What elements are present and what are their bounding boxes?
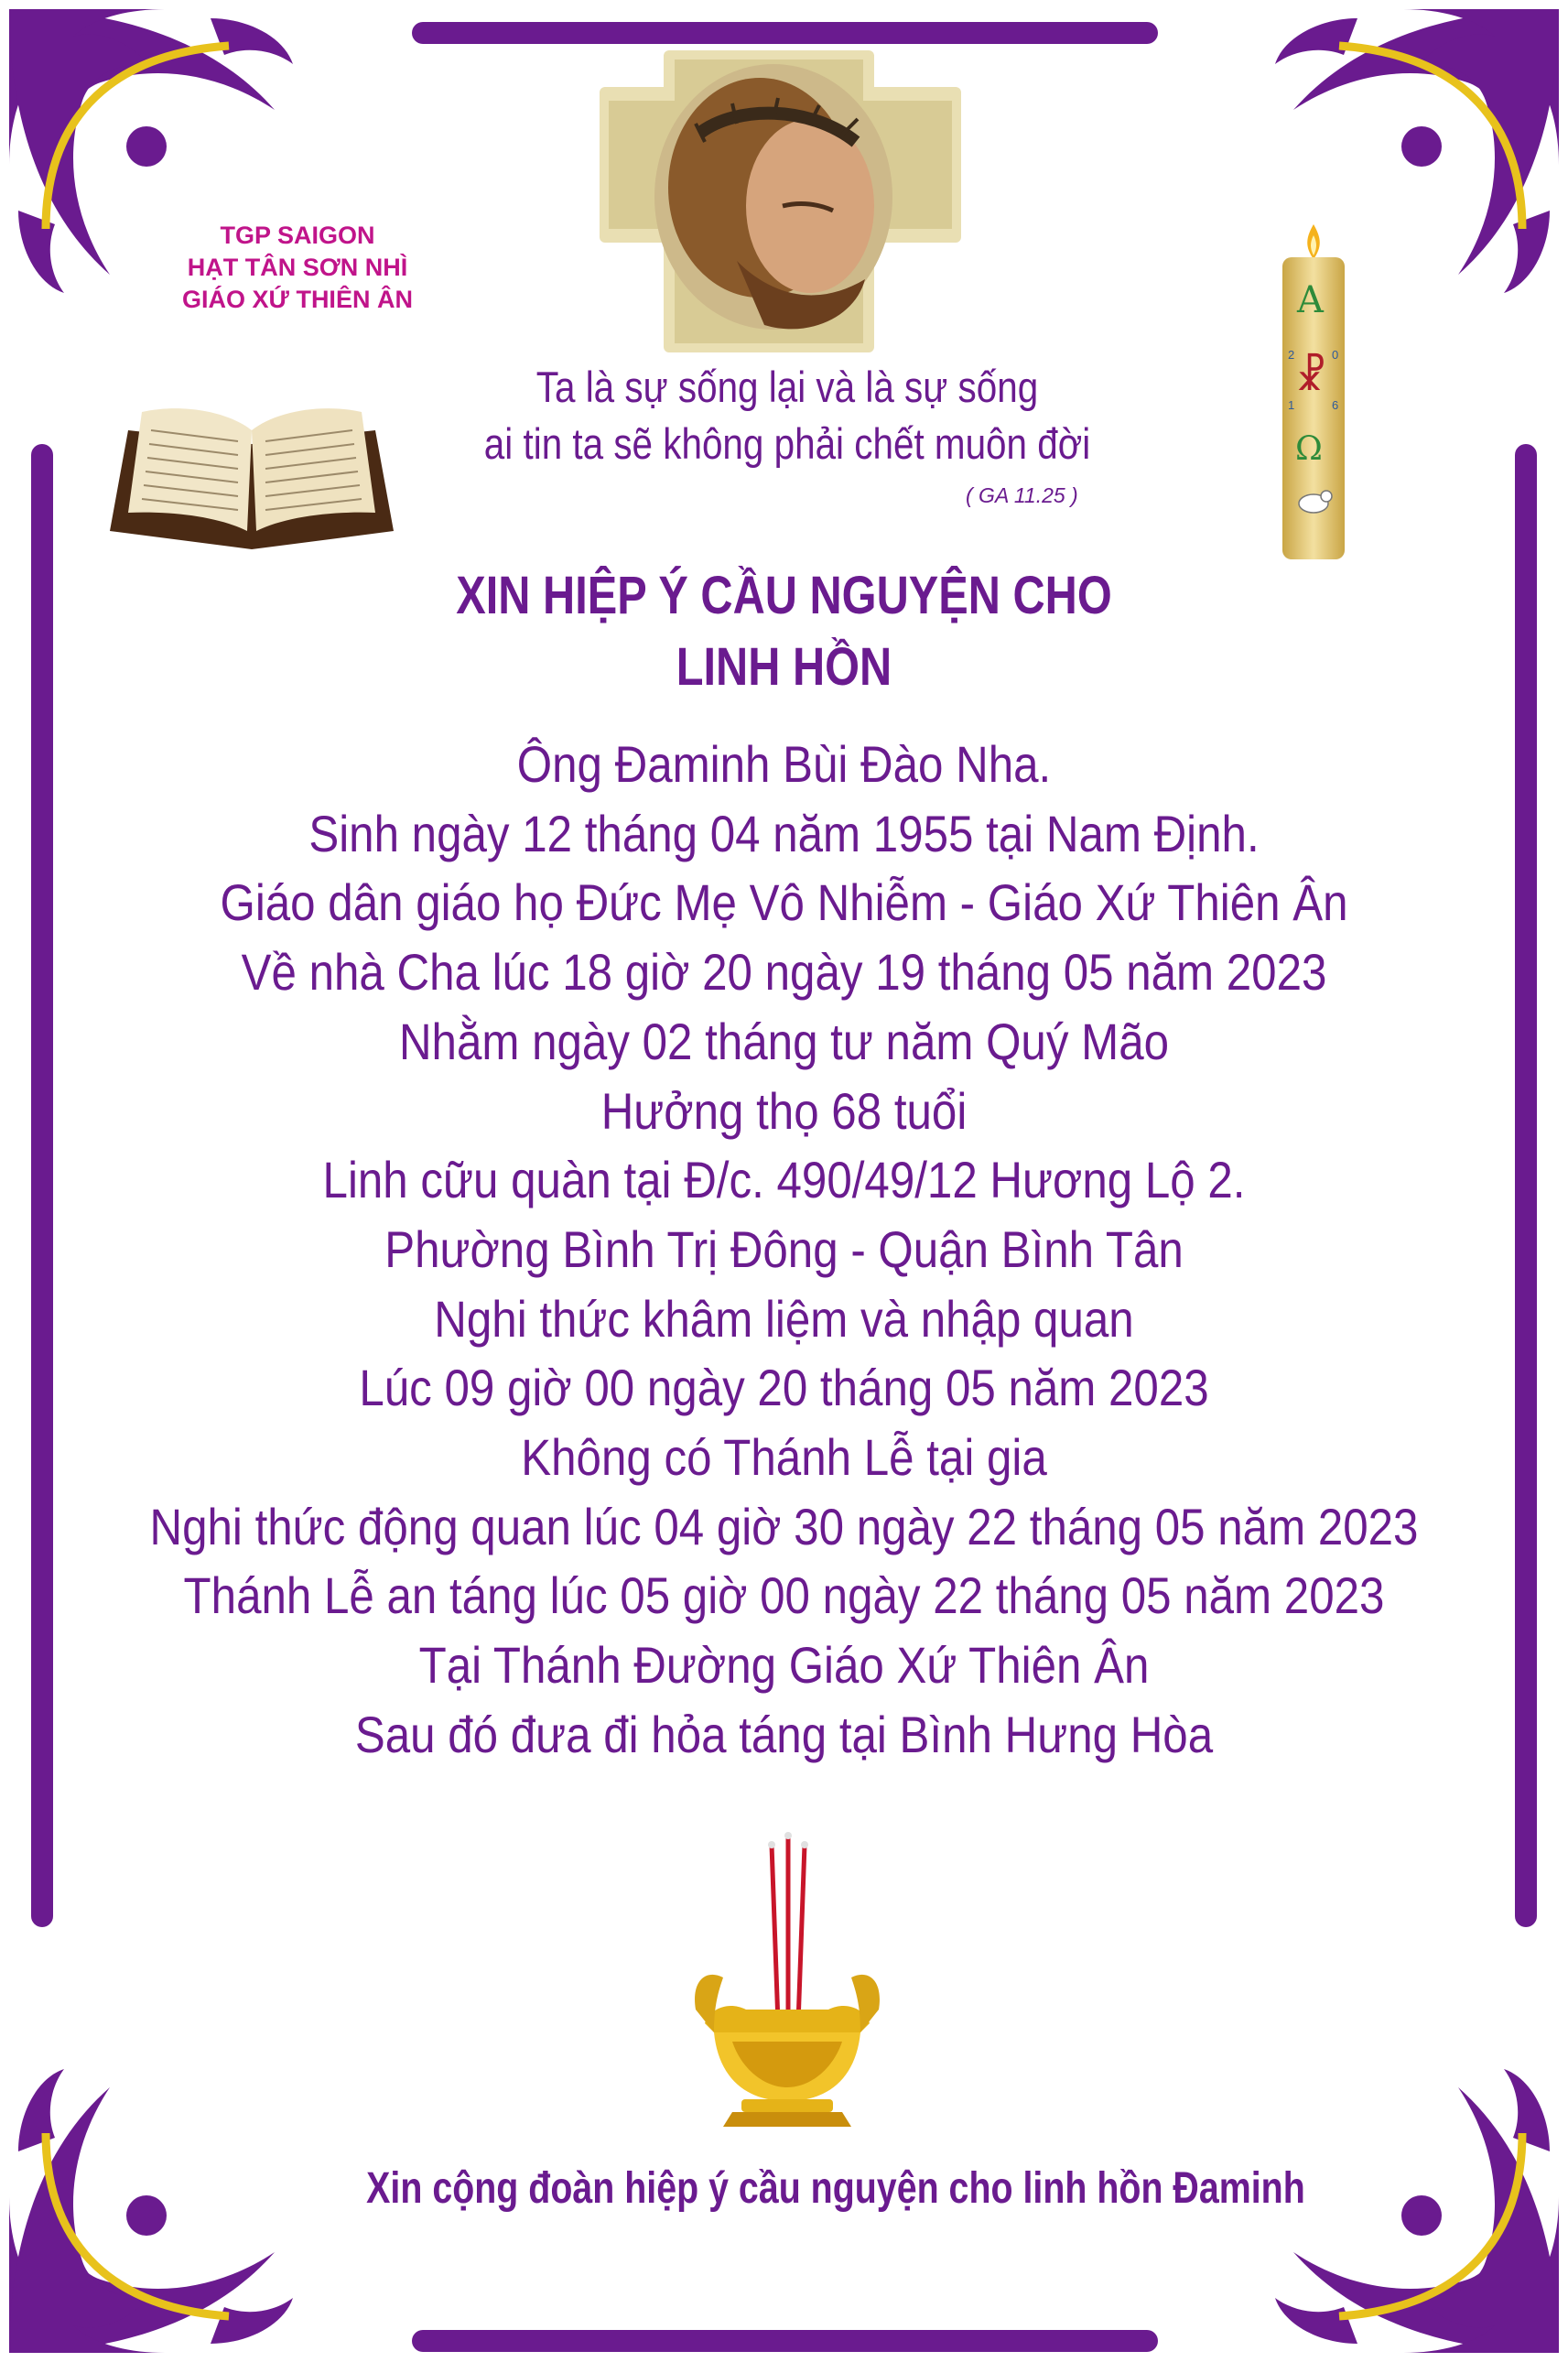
obituary-line: Ông Đaminh Bùi Đào Nha. xyxy=(516,735,1052,793)
candle-year-digit-4: 6 xyxy=(1332,398,1339,412)
heading-line-1: XIN HIỆP Ý CẦU NGUYỆN CHO xyxy=(456,566,1112,625)
quote-line-2: ai tin ta sẽ không phải chết muôn đời xyxy=(483,419,1091,468)
jesus-crown-of-thorns-image xyxy=(600,50,961,352)
quote-reference: ( GA 11.25 ) xyxy=(966,483,1078,507)
obituary-details xyxy=(37,730,1531,1770)
candle-omega: Ω xyxy=(1295,430,1323,468)
candle-alpha: A xyxy=(1297,279,1324,321)
candle-year-digit-1: 2 xyxy=(1288,348,1295,362)
candle-chi-rho-icon: ☧ xyxy=(1295,353,1327,400)
obituary-line: Tại Thánh Đường Giáo Xứ Thiên Ân xyxy=(418,1636,1150,1695)
parish-header xyxy=(137,220,458,316)
parish-archdiocese: TGP SAIGON xyxy=(220,222,375,249)
parish-name: GIÁO XỨ THIÊN ÂN xyxy=(182,286,413,313)
paschal-candle xyxy=(1277,224,1350,563)
obituary-line: Sinh ngày 12 tháng 04 năm 1955 tại Nam Định. xyxy=(308,804,1260,862)
candle-year-digit-2: 0 xyxy=(1332,348,1339,362)
obituary-line: Linh cữu quàn tại Đ/c. 490/49/12 Hương Lộ 2. xyxy=(322,1151,1246,1209)
candle-lamb-icon xyxy=(1293,485,1334,516)
corner-ornament-bottom-right xyxy=(1266,2060,1568,2362)
frame-top-bar xyxy=(412,22,1158,44)
heading-line-2: LINH HỒN xyxy=(676,637,892,697)
corner-ornament-bottom-left xyxy=(0,2060,302,2362)
obituary-line: Nhằm ngày 02 tháng tư năm Quý Mão xyxy=(398,1012,1170,1070)
obituary-line: Không có Thánh Lễ tại gia xyxy=(521,1428,1047,1487)
obituary-line: Nghi thức khâm liệm và nhập quan xyxy=(434,1289,1134,1348)
obituary-line: Nghi thức động quan lúc 04 giờ 30 ngày 22 tháng 05 năm 2023 xyxy=(149,1497,1419,1555)
footer-prayer-request: Xin cộng đoàn hiệp ý cầu nguyện cho linh hồn Đaminh xyxy=(366,2164,1305,2213)
candle-flame-icon xyxy=(1303,224,1325,261)
obituary-line: Thánh Lễ an táng lúc 05 giờ 00 ngày 22 tháng 05 năm 2023 xyxy=(183,1566,1385,1625)
obituary-line: Hưởng thọ 68 tuổi xyxy=(600,1081,968,1140)
obituary-line: Giáo dân giáo họ Đức Mẹ Vô Nhiễm - Giáo Xứ Thiên Ân xyxy=(220,873,1348,932)
prayer-heading xyxy=(275,560,1293,703)
frame-bottom-bar xyxy=(412,2330,1158,2352)
parish-deanery: HẠT TÂN SƠN NHÌ xyxy=(187,254,408,281)
candle-year-digit-3: 1 xyxy=(1288,398,1295,412)
obituary-line: Về nhà Cha lúc 18 giờ 20 ngày 19 tháng 05 năm 2023 xyxy=(241,943,1327,1002)
obituary-line: Phường Bình Trị Đông - Quận Bình Tân xyxy=(384,1219,1184,1278)
open-bible-image xyxy=(101,394,403,554)
obituary-line: Lúc 09 giờ 00 ngày 20 tháng 05 năm 2023 xyxy=(359,1359,1209,1417)
obituary-line: Sau đó đưa đi hỏa táng tại Bình Hưng Hòa xyxy=(354,1705,1214,1763)
quote-line-1: Ta là sự sống lại và là sự sống xyxy=(535,363,1039,411)
scripture-quote xyxy=(441,359,1134,472)
incense-burner-icon xyxy=(691,1826,883,2129)
